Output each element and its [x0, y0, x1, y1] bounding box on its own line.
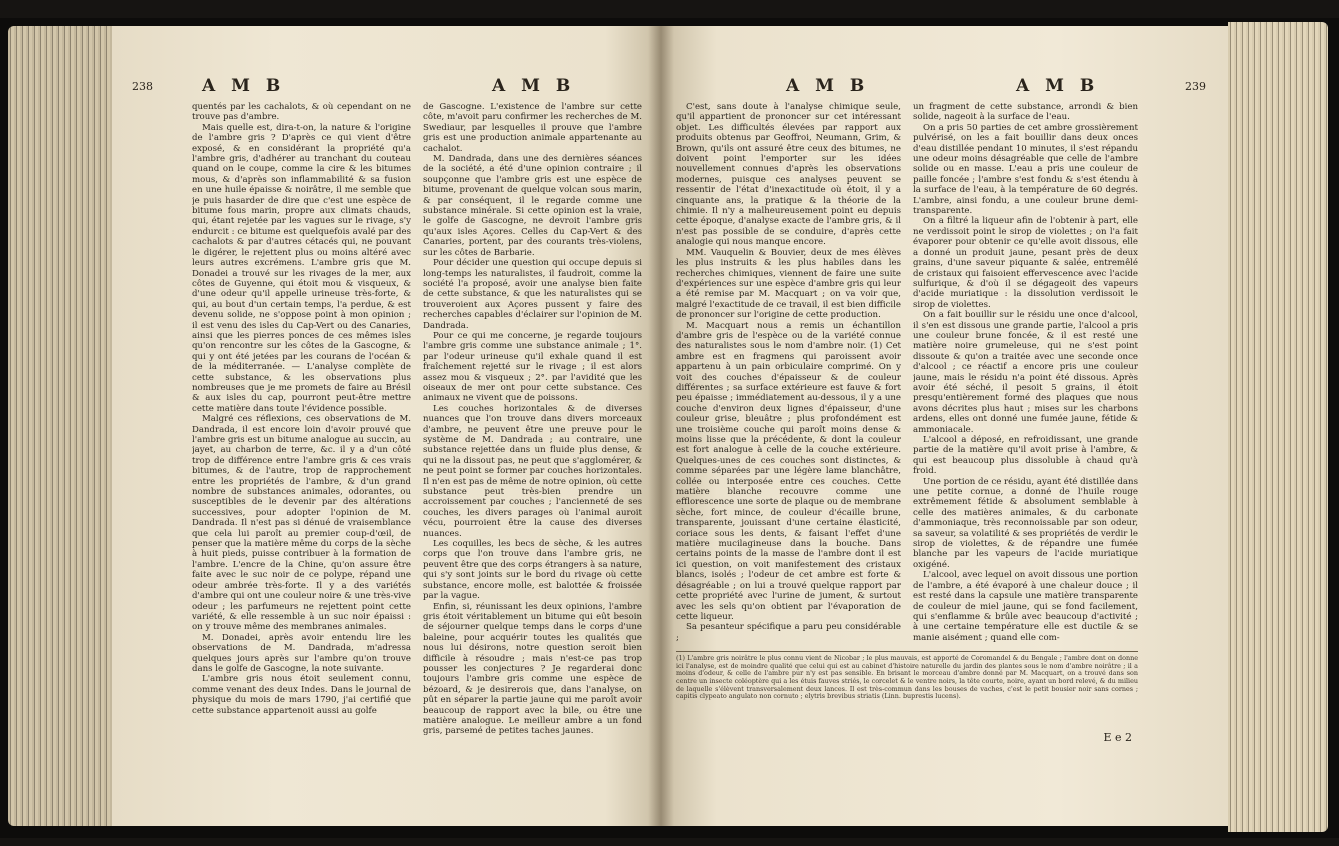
right-column-2 — [913, 102, 1138, 643]
paragraph: Sa pesanteur spécifique a paru peu considérable ; — [676, 622, 901, 643]
right-head-word-1: A M B — [786, 76, 870, 96]
left-running-head — [132, 76, 642, 100]
right-page — [660, 26, 1228, 826]
right-column-1 — [676, 102, 901, 643]
paragraph: On a filtré la liqueur afin de l'obtenir à part, elle ne verdissoit point le sirop de violettes ; on l'a fait évaporer pour obtenir ce qu'elle avoit dissous, elle a donné un produit jaune, pesant près de deux grains, d'une saveur piquante & salée, entremêlé de cristaux qui faisoient effervescence avec l'acide sulfurique, & d'où il se dégageoit des vapeurs d'acide muriatique : la dissolution verdissoit le sirop de violettes. — [913, 216, 1138, 310]
left-head-word-1: A M B — [202, 76, 286, 96]
book-gutter — [648, 26, 674, 826]
paragraph: M. Donadei, après avoir entendu lire les observations de M. Dandrada, m'adressa quelques jours après sur l'ambre qu'on trouve dans le golfe de Gascogne, la note suivante. — [192, 632, 411, 674]
left-column-2 — [423, 102, 642, 737]
paragraph: On a pris 50 parties de cet ambre grossièrement pulvérisé, on les a fait bouillir dans deux onces d'eau distillée pendant 10 minutes, il s'est répandu une odeur moins désagréable que celle de l'ambre solide ou en masse. L'eau a pris une couleur de paille foncée ; l'ambre s'est fondu & s'est étendu à la surface de l'eau, à la température de 60 degrés. L'ambre, ainsi fondu, a une couleur brune demi-transparente. — [913, 122, 1138, 217]
paragraph: de Gascogne. L'existence de l'ambre sur cette côte, m'avoit paru confirmer les recherches de M. Swediaur, par lesquelles il prouve que l'ambre gris est une production animale appartenante au cachalot. — [423, 102, 642, 154]
left-page — [112, 26, 660, 826]
signature-mark: E e 2 — [1103, 731, 1132, 744]
paragraph: Mais quelle est, dira-t-on, la nature & l'origine de l'ambre gris ? D'après ce qui vient d'être exposé, & en considérant la propriété qu'a l'ambre gris, d'adhérer au tranchant du couteau quand on le coupe, comme la cire & les bitumes mous, & d'après son inflammabilité & sa fusion en une huile épaisse & noirâtre, il me semble que je puis hasarder de dire que c'est une espèce de bitume fous marin, propre aux climats chauds, qui, étant rejetée par les vagues sur le rivage, s'y endurcit : ce bitume est quelquefois avalé par des cachalots & par d'autres cétacés qui, ne pouvant le digérer, le rejettent plus ou moins altéré avec leurs autres excrémens. L'ambre gris que M. Donadei a trouvé sur les rivages de la mer, aux côtes de Guyenne, qui étoit mou & visqueux, & d'une odeur qu'il appelle urineuse très-forte, & qui, au bout d'un certain temps, l'a perdue, & est devenu solide, ne s'oppose point à mon opinion ; il est venu des isles du Cap-Vert ou des Canaries, ainsi que les pierres ponces de ces mêmes isles qu'on rencontre sur les côtes de la Gascogne, & qui y ont été jetées par les courans de l'océan & de la méditerranée. — L'analyse complète de cette substance, & les observations plus nombreuses que je me promets de faire au Brésil & aux isles du cap, pourront peut-être mettre cette matière dans toute l'évidence possible. — [192, 122, 411, 414]
paragraph: On a fait bouillir sur le résidu une once d'alcool, il s'en est dissous une grande partie, l'alcool a pris une couleur brune foncée, & il est resté une matière noire grumeleuse, qui ne s'est point dissoute & qu'on a traitée avec une seconde once d'alcool ; ce réactif a encore pris une couleur jaune, mais le résidu n'a point été dissous. Après avoir été séché, il pesoit 5 grains, il étoit presqu'entièrement formé des plaques que nous avons décrites plus haut ; mises sur les charbons ardens, elles ont donné une fumée jaune, fétide & ammoniacale. — [913, 310, 1138, 435]
footnote: (1) L'ambre gris noirâtre le plus connu vient de Nicobar ; le plus mauvais, est apporté de Coromandel & du Bengale ; l'ambre dont on donne ici l'analyse, est de moindre qualité que celui qui est au cabinet d'histoire naturelle du jardin des plantes sous le nom d'ambre noirâtre ; il a moins d'odeur, & celle de l'ambre pur n'y est pas sensible. En brisant le morceau d'ambre donné par M. Macquart, on a trouvé dans son centre un insecte coléoptère qui a les étuis fauves striés, le corcelet & le ventre noirs, la tête courte, noire, ayant un bord relevé, & du milieu de laquelle s'élèvent transversalement deux lances. Il est très-commun dans les bouses de vaches, c'est le petit bousier noir sans cornes ; capitis clypeato angulato non cornuto ; elytris brevibus striatis (Linn. buprestis lucens). — [676, 651, 1138, 701]
paragraph: Pour décider une question qui occupe depuis si long-temps les naturalistes, il faudroit, comme la société l'a proposé, avoir une analyse bien faite de cette substance, & que les naturalistes qui se trouveroient aux Açores pussent y faire des recherches capables d'éclairer sur l'opinion de M. Dandrada. — [423, 258, 642, 331]
right-page-edges — [1228, 22, 1328, 832]
paragraph: L'ambre gris nous étoit seulement connu, comme venant des deux Indes. Dans le journal de physique du mois de mars 1790, j'ai certifié que cette substance appartenoit aussi au golfe — [192, 674, 411, 716]
paragraph: Enfin, si, réunissant les deux opinions, l'ambre gris étoit véritablement un bitume qui eût besoin de séjourner quelque temps dans le corps d'une baleine, pour acquérir toutes les qualités que nous lui désirons, notre question seroit bien difficile à résoudre ; mais n'est-ce pas trop pousser les conjectures ? Je regarderai donc toujours l'ambre gris comme une espèce de bézoard, & je desirerois que, dans l'analyse, on pût en séparer la partie jaune qui me paroît avoir beaucoup de rapport avec la bile, ou être une matière analogue. Le meilleur ambre a un fond gris, parsemé de petites taches jaunes. — [423, 601, 642, 737]
paragraph: quentés par les cachalots, & où cependant on ne trouve pas d'ambre. — [192, 102, 411, 123]
right-head-word-2: A M B — [1016, 76, 1100, 96]
paragraph: M. Macquart nous a remis un échantillon d'ambre gris de l'espèce ou de la variété connue des naturalistes sous le nom d'ambre noir. (1) Cet ambre est en fragmens qui paroissent avoir appartenu à un pain orbiculaire comprimé. On y voit des couches d'épaisseur & de couleur différentes ; sa surface extérieure est fauve & fort peu épaisse ; immédiatement au-dessous, il y a une couche d'environ deux lignes d'épaisseur, d'une couleur grise, bleuâtre ; plus profondément est une troisième couche qui paroît moins dense & moins lisse que la précédente, & dont la couleur est fort analogue à celle de la couche extérieure. Quelques-unes de ces couches sont distinctes, & comme séparées par une légère lame blanchâtre, collée ou interposée entre ces couches. Cette matière blanche recouvre comme une efflorescence une sorte de plaque ou de membrane sèche, fort mince, de couleur d'écaille brune, transparente, jouissant d'une certaine élasticité, coriace sous les dents, & faisant l'effet d'une matière mucilagineuse dans la bouche. Dans certains points de la masse de l'ambre dont il est ici question, on voit manifestement des cristaux blancs, isolés ; l'odeur de cet ambre est forte & désagréable ; on lui a trouvé quelque rapport par cette propriété avec l'urine de jument, & surtout avec les sels qu'on obtient par l'évaporation de cette liqueur. — [676, 320, 901, 622]
right-running-head — [676, 76, 1206, 100]
paragraph: L'alcool, avec lequel on avoit dissous une portion de l'ambre, a été évaporé à une chaleur douce ; il est resté dans la capsule une matière transparente de couleur de miel jaune, qui se fond facilement, qui s'enflamme & brûle avec beaucoup d'activité ; à une certaine température elle est ductile & se manie aisément ; quand elle com- — [913, 570, 1138, 643]
left-column-1 — [192, 102, 411, 737]
left-page-number: 238 — [132, 80, 153, 93]
paragraph: C'est, sans doute à l'analyse chimique seule, qu'il appartient de prononcer sur cet intéressant objet. Les difficultés élevées par rapport aux produits obtenus par Geoffroi, Neumann, Grim, & Brown, qu'ils ont assuré être ceux des bitumes, ne doivent point l'emporter sur les idées nouvellement connues d'après les observations modernes, puisque ces analyses peuvent se ressentir de l'état d'inexactitude où étoit, il y a cinquante ans, la pratique & la théorie de la chimie. Il n'y a malheureusement point eu depuis cette époque, d'analyse exacte de l'ambre gris, & il n'est pas possible de se conduire, d'après cette analogie qui nous manque encore. — [676, 102, 901, 248]
paragraph: Malgré ces réflexions, ces observations de M. Dandrada, il est encore loin d'avoir prouvé que l'ambre gris est un bitume analogue au succin, au jayet, au charbon de terre, &c. il y a d'un côté trop de différence entre l'ambre gris & ces vrais bitumes, & de l'autre, trop de rapprochement entre les propriétés de l'ambre, & d'un grand nombre de substances animales, odorantes, ou susceptibles de le devenir par des altérations successives, pour adopter l'opinion de M. Dandrada. Il n'est pas si dénué de vraisemblance que cela lui paroît au premier coup-d'œil, de penser que la matière même du corps de la sèche à huit pieds, puisse contribuer à la formation de l'ambre. L'encre de la Chine, qu'on assure être faite avec le suc noir de ce polype, répand une odeur ambrée très-forte. Il y a des variétés d'ambre qui ont une couleur noire & une très-vive odeur ; les parfumeurs ne rejettent point cette variété, & elle ressemble à un suc noir épaissi : on y trouve même des membranes animales. — [192, 414, 411, 633]
paragraph: MM. Vauquelin & Bouvier, deux de mes élèves les plus instruits & les plus habiles dans les recherches chimiques, viennent de faire une suite d'expériences sur une espèce d'ambre gris qui leur a été remise par M. Macquart ; on va voir que, malgré l'exactitude de ce travail, il est bien difficile de prononcer sur l'origine de cette production. — [676, 247, 901, 321]
paragraph: Les coquilles, les becs de sèche, & les autres corps que l'on trouve dans l'ambre gris, ne peuvent être que des corps étrangers à sa nature, qui s'y sont joints sur le bord du rivage où cette substance, encore molle, est balottée & froissée par la vague. — [423, 539, 642, 602]
right-page-number: 239 — [1185, 80, 1206, 93]
paragraph: Une portion de ce résidu, ayant été distillée dans une petite cornue, a donné de l'huile rouge extrêmement fétide & absolument semblable à celle des matières animales, & du carbonate d'ammoniaque, très reconnoissable par son odeur, sa saveur, sa volatilité & ses propriétés de verdir le sirop de violettes, & de répandre une fumée blanche par les vapeurs de l'acide muriatique oxigéné. — [913, 476, 1138, 570]
paragraph: Les couches horizontales & de diverses nuances que l'on trouve dans divers morceaux d'ambre, ne peuvent être une preuve pour le système de M. Dandrada ; au contraire, une substance rejettée dans un fluide plus dense, & qui ne la dissout pas, ne peut que s'agglomérer, & ne peut point se former par couches horizontales. Il n'en est pas de même de notre opinion, où cette substance peut très-bien prendre un accroissement par couches ; l'ancienneté de ses couches, les divers parages où l'animal auroit vécu, pourroient être la cause des diverses nuances. — [423, 403, 642, 539]
paragraph: un fragment de cette substance, arrondi & bien solide, nageoit à la surface de l'eau. — [913, 102, 1138, 123]
paragraph: M. Dandrada, dans une des dernières séances de la société, a été d'une opinion contraire ; il soupçonne que l'ambre gris est une espèce de bitume, provenant de quelque volcan sous marin, & par conséquent, il le regarde comme une substance minérale. Si cette opinion est la vraie, le golfe de Gascogne, ne devroit l'ambre gris qu'aux isles Açores. Celles du Cap-Vert & des Canaries, portent, par des courants très-violens, sur les côtes de Barbarie. — [423, 154, 642, 258]
paragraph: L'alcool a déposé, en refroidissant, une grande partie de la matière qu'il avoit prise à l'ambre, & qui est beaucoup plus dissoluble à chaud qu'à froid. — [913, 435, 1138, 477]
paragraph: Pour ce qui me concerne, je regarde toujours l'ambre gris comme une substance animale ; 1°. par l'odeur urineuse qu'il exhale quand il est fraîchement rejetté sur le rivage ; il est alors assez mou & visqueux ; 2°. par l'avidité que les oiseaux de mer ont pour cette substance. Ces animaux ne vivent que de poissons. — [423, 330, 642, 404]
left-page-edges — [8, 26, 112, 826]
left-head-word-2: A M B — [492, 76, 576, 96]
